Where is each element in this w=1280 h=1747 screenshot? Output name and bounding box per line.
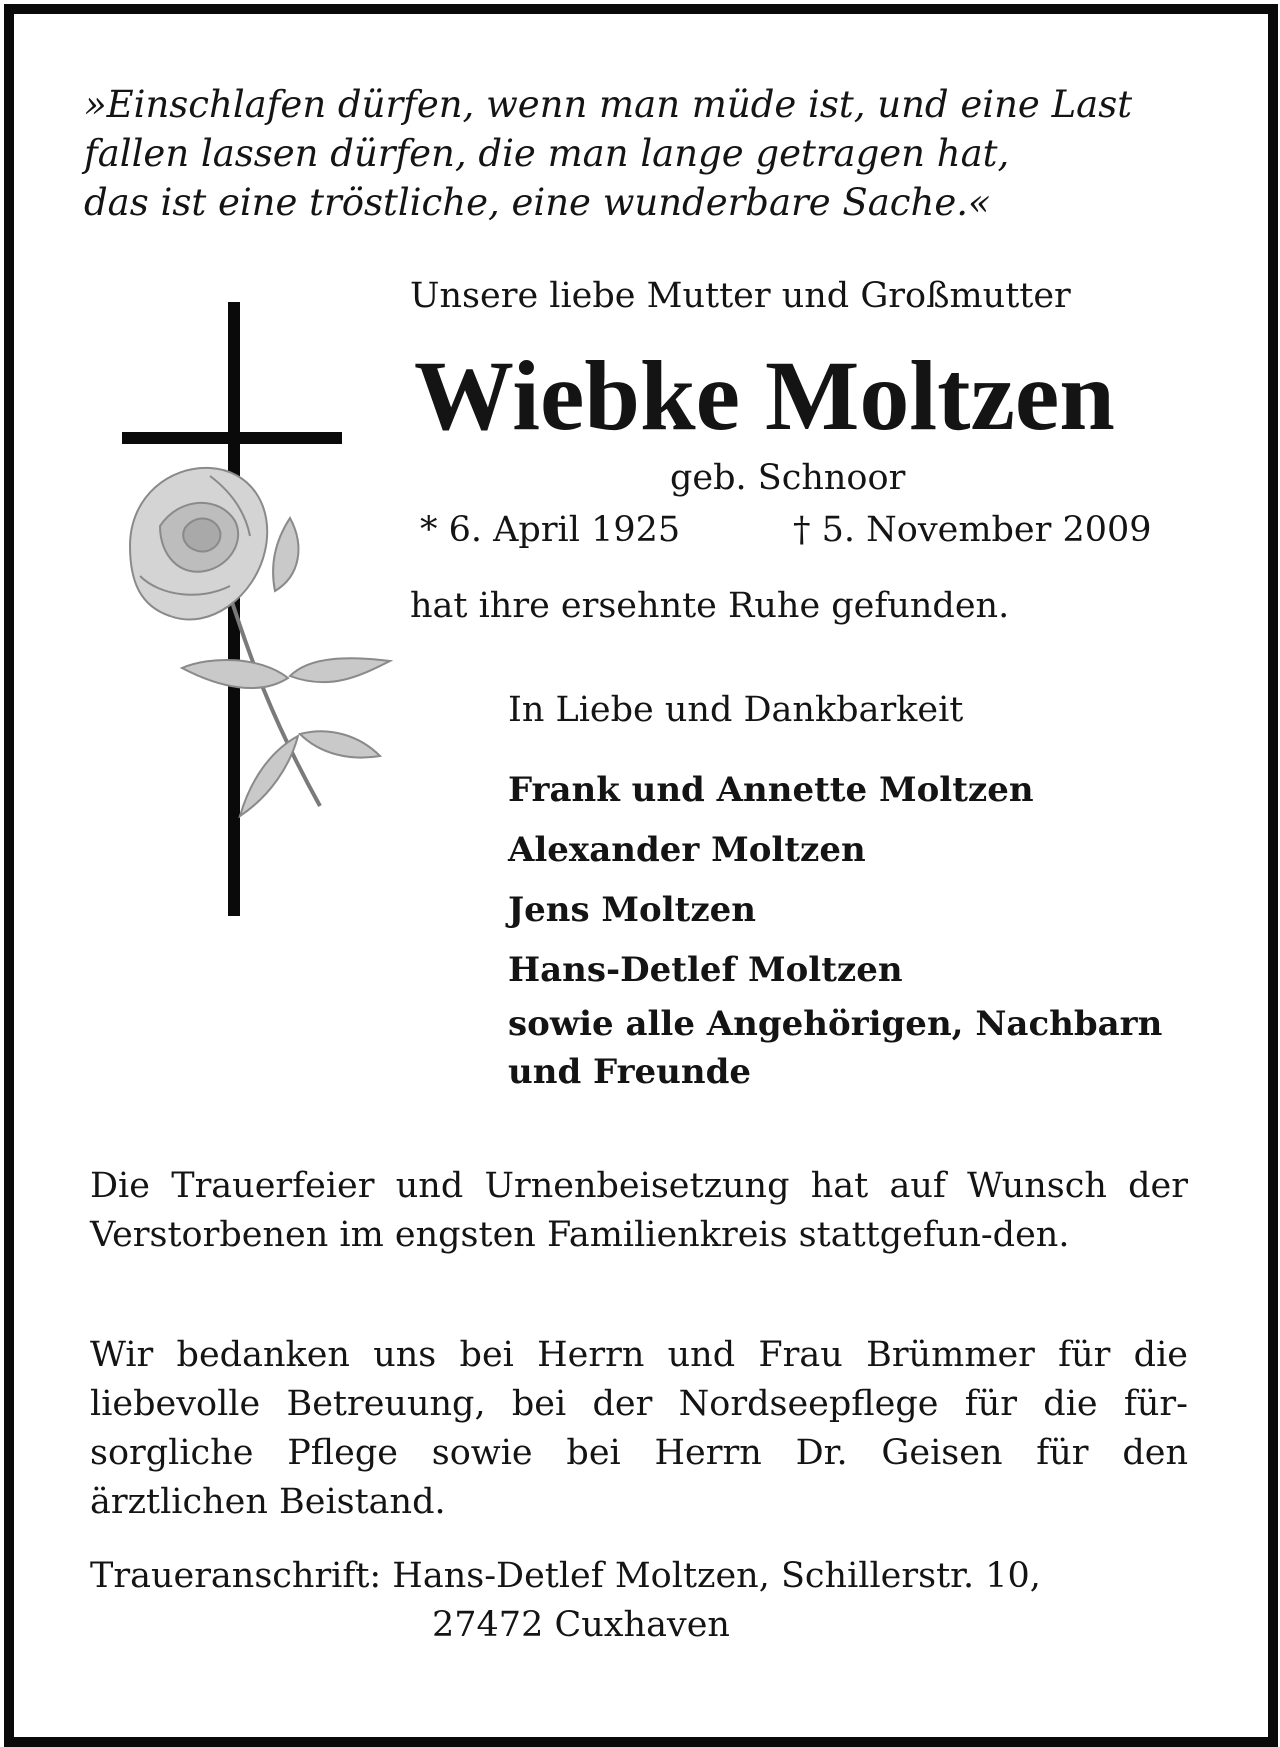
- family-member: Hans-Detlef Moltzen: [508, 950, 903, 990]
- gratitude-line: In Liebe und Dankbarkeit: [508, 690, 964, 730]
- mourning-address-city: 27472 Cuxhaven: [432, 1605, 730, 1645]
- family-member: Alexander Moltzen: [508, 830, 866, 870]
- ceremony-paragraph: Die Trauerfeier und Urnenbeisetzung hat auf Wunsch der Verstorbenen im engsten Familienkreis stattgefun-den.: [90, 1166, 1188, 1255]
- rest-line: hat ihre ersehnte Ruhe gefunden.: [410, 586, 1010, 626]
- quote-line: »Einschlafen dürfen, wenn man müde ist, und eine Last: [84, 83, 1133, 126]
- family-others: und Freunde: [508, 1052, 751, 1092]
- mourning-address: Traueranschrift: Hans-Detlef Moltzen, Schillerstr. 10,: [90, 1556, 1041, 1596]
- quote-line: fallen lassen dürfen, die man lange getragen hat,: [84, 132, 1010, 175]
- quote-line: das ist eine tröstliche, eine wunderbare Sache.«: [84, 181, 991, 224]
- rose-icon: [130, 468, 390, 816]
- maiden-name: geb. Schnoor: [670, 458, 906, 498]
- family-member: Frank und Annette Moltzen: [508, 770, 1034, 810]
- family-list: [508, 760, 1162, 1096]
- family-member: Jens Moltzen: [508, 890, 757, 930]
- intro-line: Unsere liebe Mutter und Großmutter: [410, 276, 1071, 316]
- family-others: sowie alle Angehörigen, Nachbarn: [508, 1004, 1163, 1044]
- cross-and-rose-emblem: [60, 296, 400, 916]
- birth-date: * 6. April 1925: [420, 510, 681, 550]
- thanks-paragraph: Wir bedanken uns bei Herrn und Frau Brümmer für die liebevolle Betreuung, bei der Nordseepflege für die für-sorgliche Pflege sowie bei Herrn Dr. Geisen für den ärztlichen Beistand.: [90, 1335, 1188, 1522]
- quote-block: [84, 80, 1132, 227]
- death-date: † 5. November 2009: [793, 510, 1152, 550]
- deceased-name: Wiebke Moltzen: [414, 340, 1115, 451]
